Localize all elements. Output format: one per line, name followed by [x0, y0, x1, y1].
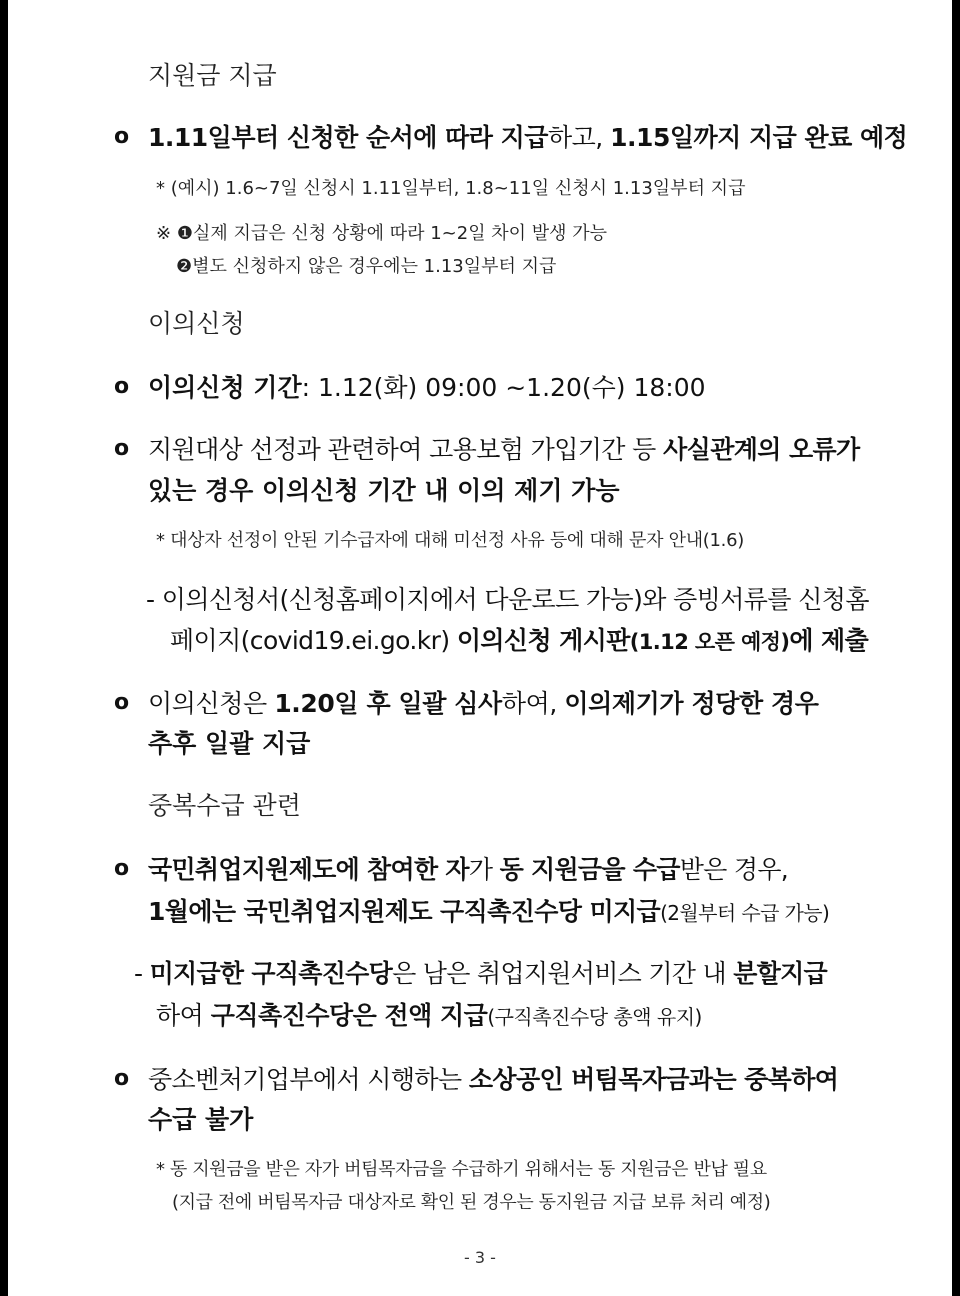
- bullet-marker: o: [114, 1066, 130, 1091]
- payment-note-1: ※ ❶실제 지급은 신청 상황에 따라 1~2일 차이 발생 가능: [156, 223, 608, 244]
- payment-bullet-1: 1.11일부터 신청한 순서에 따라 지급하고, 1.15일까지 지급 완료 예정: [148, 123, 908, 152]
- duplicate-bullet-1-line1: 국민취업지원제도에 참여한 자가 동 지원금을 수급받은 경우,: [148, 855, 789, 884]
- section-heading-objection: 이의신청: [148, 309, 245, 338]
- duplicate-bullet-1-line2: 1월에는 국민취업지원제도 구직촉진수당 미지급(2월부터 수급 가능): [148, 897, 830, 926]
- duplicate-note-2: (지급 전에 버팀목자금 대상자로 확인 된 경우는 동지원금 지급 보류 처리 예정): [172, 1192, 771, 1213]
- page-number: - 3 -: [464, 1248, 496, 1267]
- objection-bullet-2-line1: 지원대상 선정과 관련하여 고용보험 가입기간 등 사실관계의 오류가: [148, 435, 860, 464]
- duplicate-note-1: * 동 지원금을 받은 자가 버팀목자금을 수급하기 위해서는 동 지원금은 반납 필요: [156, 1159, 767, 1180]
- objection-bullet-3-line1: 이의신청은 1.20일 후 일괄 심사하여, 이의제기가 정당한 경우: [148, 689, 819, 718]
- document-page: [8, 0, 952, 1296]
- section-heading-payment: 지원금 지급: [148, 61, 277, 90]
- bullet-marker: o: [114, 124, 130, 149]
- duplicate-bullet-2-line1: 중소벤처기업부에서 시행하는 소상공인 버팀목자금과는 중복하여: [148, 1065, 839, 1094]
- objection-period: 이의신청 기간: 1.12(화) 09:00 ~1.20(수) 18:00: [148, 373, 706, 402]
- objection-note: * 대상자 선정이 안된 기수급자에 대해 미선정 사유 등에 대해 문자 안내(1.6): [156, 530, 744, 551]
- duplicate-dash-line2: 하여 구직촉진수당은 전액 지급(구직촉진수당 총액 유지): [156, 1001, 702, 1030]
- payment-note-example: * (예시) 1.6~7일 신청시 1.11일부터, 1.8~11일 신청시 1.13일부터 지급: [156, 178, 746, 199]
- bullet-marker: o: [114, 436, 130, 461]
- duplicate-dash-line1: - 미지급한 구직촉진수당은 남은 취업지원서비스 기간 내 분할지급: [134, 959, 827, 988]
- objection-dash-line1: - 이의신청서(신청홈페이지에서 다운로드 가능)와 증빙서류를 신청홈: [146, 585, 869, 614]
- objection-bullet-2-line2: 있는 경우 이의신청 기간 내 이의 제기 가능: [148, 476, 620, 505]
- duplicate-bullet-2-line2: 수급 불가: [148, 1105, 254, 1134]
- section-heading-duplicate: 중복수급 관련: [148, 791, 301, 820]
- bullet-marker: o: [114, 374, 130, 399]
- objection-bullet-3-line2: 추후 일괄 지급: [148, 729, 311, 758]
- bullet-marker: o: [114, 690, 130, 715]
- payment-note-2: ❷별도 신청하지 않은 경우에는 1.13일부터 지급: [176, 256, 557, 277]
- objection-dash-line2: 페이지(covid19.ei.go.kr) 이의신청 게시판(1.12 오픈 예정)에 제출: [170, 626, 869, 655]
- bullet-marker: o: [114, 856, 130, 881]
